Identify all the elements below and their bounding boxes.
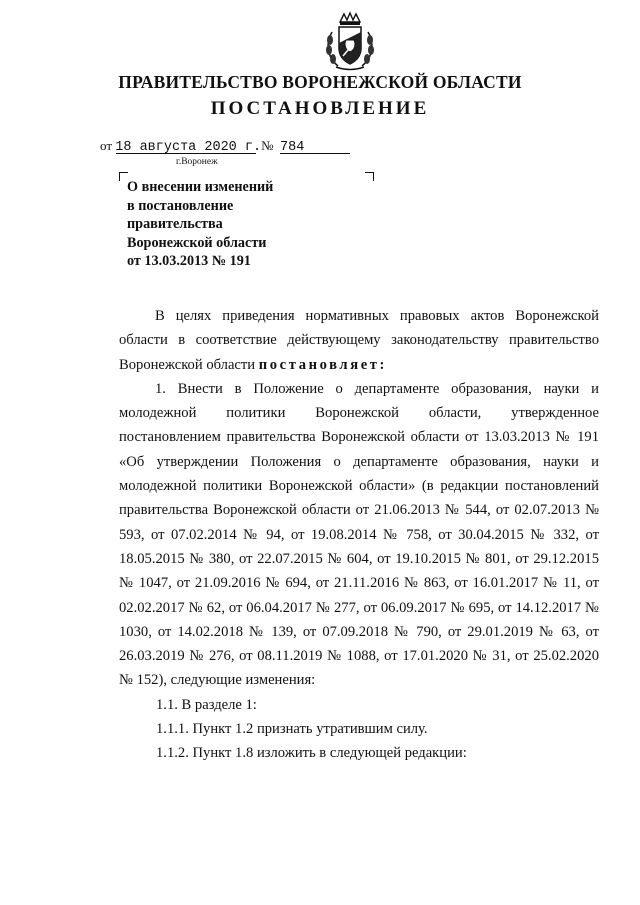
preamble-paragraph — [119, 304, 599, 377]
date-underline — [116, 153, 256, 154]
subject-line: правительства — [127, 216, 223, 232]
document-date: 18 августа 2020 г. — [115, 140, 262, 155]
subject-line: Воронежской области — [127, 234, 267, 251]
date-prefix: от — [100, 138, 113, 153]
subject-line: О внесении изменений — [127, 179, 274, 195]
item-1-1-1-paragraph: 1.1.1. Пункт 1.2 признать утратившим силу. — [156, 721, 428, 738]
item-1-paragraph: 1. Внести в Положение о департаменте образования, науки и молодежной политики Воронежской области, утвержденное постановлением правительства Воронежской области от 13.03.2013 № 191 «Об утверждении Положения о департаменте образования, науки и молодежной политики Воронежской области» (в редакции постановлений правительства Воронежской области от 21.06.2013 № 544, от 02.07.2013 № 593, от 07.02.2014 № 94, от 19.08.2014 № 758, от 30.04.2015 № 332, от 18.05.2015 № 380, от 22.07.2015 № 604, от 19.10.2015 № 801, от 29.12.2015 № 1047, от 21.09.2016 № 694, от 21.11.2016 № 863, от 16.01.2017 № 11, от 02.02.2017 № 62, от 06.04.2017 № 277, от 06.09.2017 № 695, от 14.12.2017 № 1030, от 14.02.2018 № 139, от 07.09.2018 № 790, от 29.01.2019 № 63, от 26.03.2019 № 276, от 08.11.2019 № 1088, от 17.01.2020 № 31, от 25.02.2020 № 152), следующие изменения: — [119, 380, 599, 689]
place-of-issue: г.Воронеж — [176, 157, 218, 167]
date-line — [100, 138, 304, 155]
document-number: 784 — [280, 140, 305, 155]
preamble-text: В целях приведения нормативных правовых актов Воронежской области в соответствие действующему законодательству правительство Воронежской области — [119, 308, 599, 373]
postanovlyaet-word: постановляет: — [258, 356, 388, 373]
doc-type-title: ПОСТАНОВЛЕНИЕ — [210, 98, 430, 119]
document-body — [119, 304, 599, 766]
voronezh-coat-of-arms-icon — [318, 10, 382, 74]
number-prefix: № — [261, 138, 274, 153]
item-1-1-paragraph: 1.1. В разделе 1: — [156, 696, 257, 713]
subject-line: в постановление — [127, 197, 234, 214]
item-1-1-2-paragraph: 1.1.2. Пункт 1.8 изложить в следующей редакции: — [156, 745, 467, 762]
org-title: ПРАВИТЕЛЬСТВО ВОРОНЕЖСКОЙ ОБЛАСТИ — [118, 72, 522, 92]
document-subject — [127, 178, 367, 271]
subject-line: от 13.03.2013 № 191 — [127, 253, 251, 269]
number-underline — [280, 153, 350, 154]
